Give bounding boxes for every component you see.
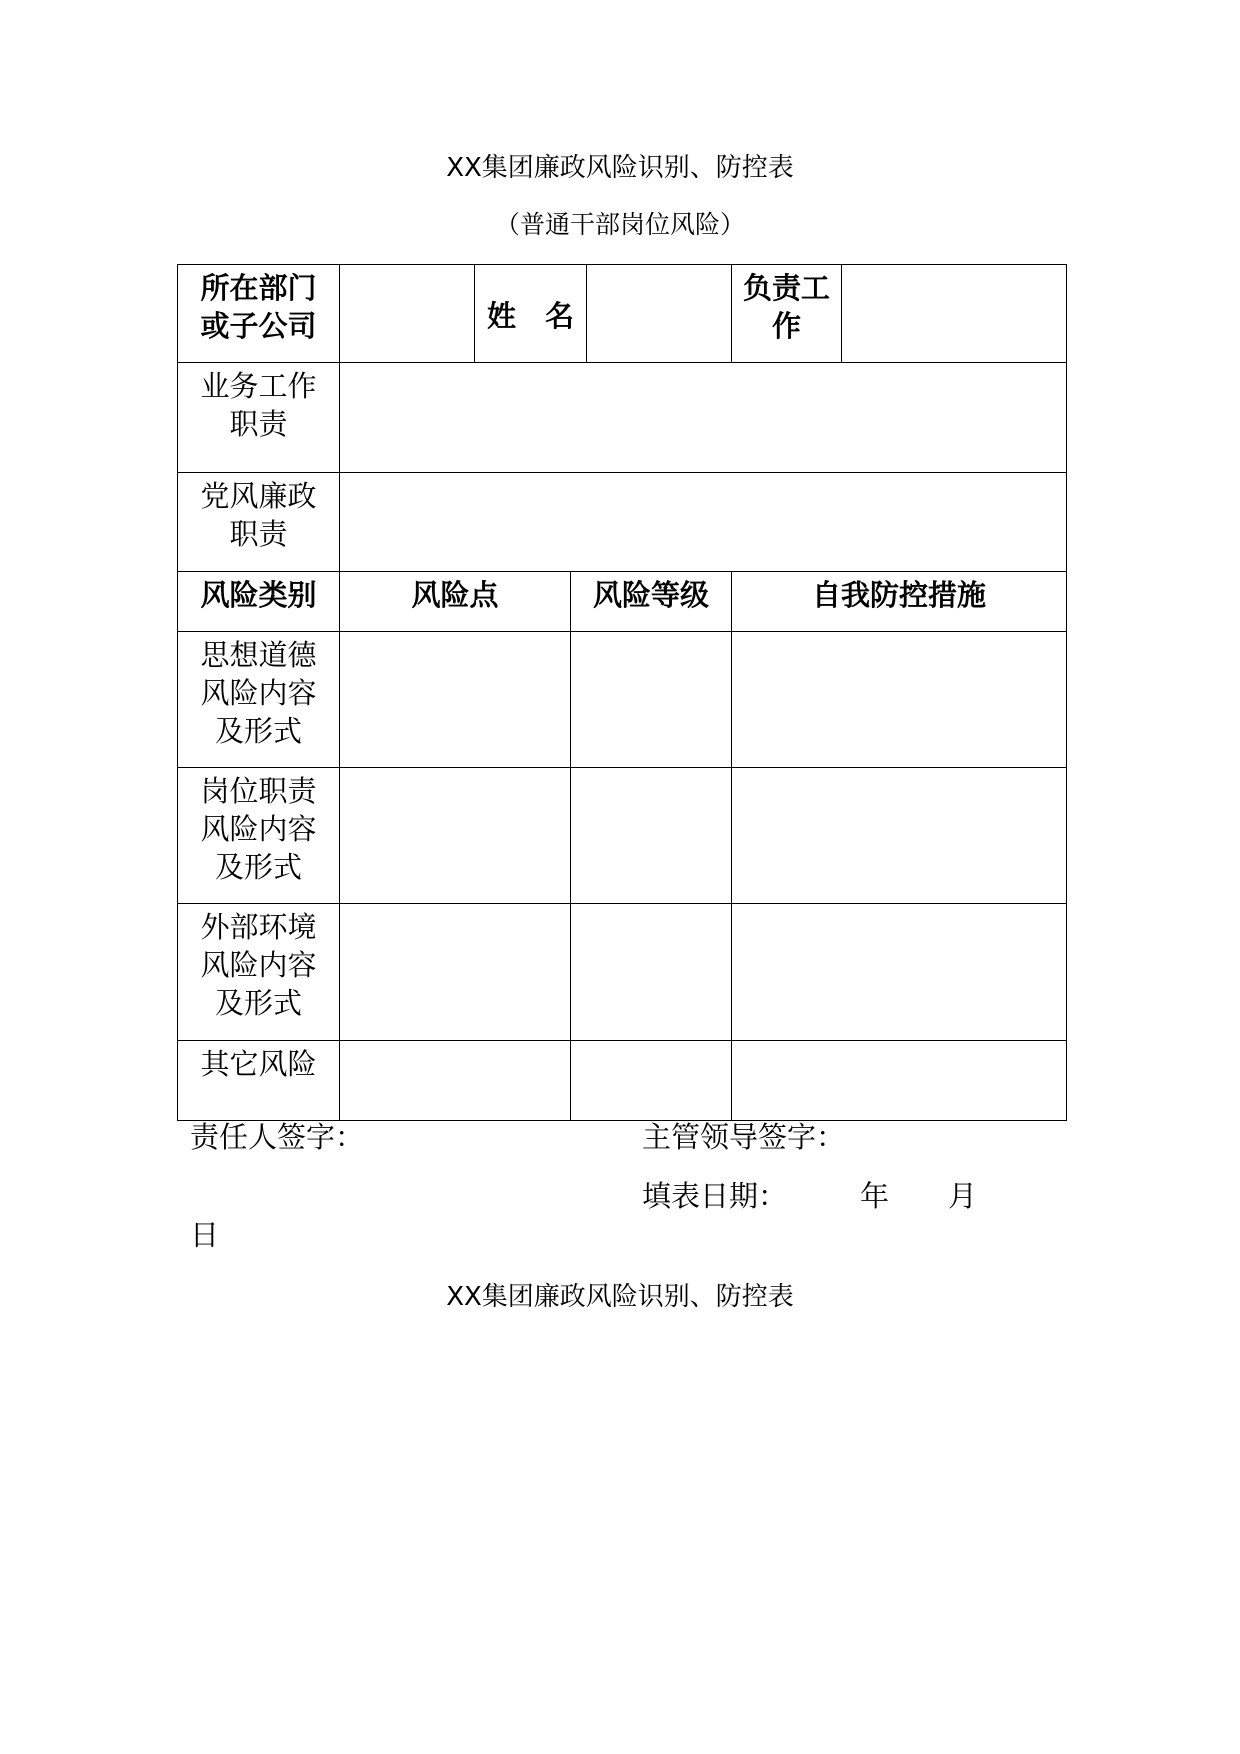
risk-measures-cell[interactable] <box>732 768 1067 904</box>
month-label: 月 <box>948 1179 978 1213</box>
risk-point-cell[interactable] <box>340 904 571 1041</box>
risk-measures-cell[interactable] <box>732 904 1067 1041</box>
dept-label: 所在部门或子公司 <box>178 265 340 363</box>
work-label: 负责工作 <box>732 265 842 363</box>
risk-category-label: 岗位职责风险内容及形式 <box>178 768 340 904</box>
party-duty-label: 党风廉政职责 <box>178 473 340 572</box>
risk-point-cell[interactable] <box>340 768 571 904</box>
risk-level-cell[interactable] <box>571 768 732 904</box>
footer-title: XX集团廉政风险识别、防控表 <box>446 1282 794 1312</box>
form-title: XX集团廉政风险识别、防控表 <box>446 153 794 183</box>
risk-level-cell[interactable] <box>571 1041 732 1121</box>
party-duty-value[interactable] <box>340 473 1067 572</box>
col-category-header: 风险类别 <box>178 572 340 632</box>
leader-signature-label: 主管领导签字： <box>642 1120 846 1154</box>
table-row <box>178 904 1067 1041</box>
risk-point-cell[interactable] <box>340 1041 571 1121</box>
business-duty-label: 业务工作职责 <box>178 363 340 473</box>
risk-measures-cell[interactable] <box>732 632 1067 768</box>
col-measures-header: 自我防控措施 <box>732 572 1067 632</box>
fill-date-label: 填表日期： <box>642 1179 788 1213</box>
table-row <box>178 632 1067 768</box>
work-value[interactable] <box>842 265 1067 363</box>
dept-value[interactable] <box>340 265 475 363</box>
risk-point-cell[interactable] <box>340 632 571 768</box>
risk-category-label: 外部环境风险内容及形式 <box>178 904 340 1041</box>
col-level-header: 风险等级 <box>571 572 732 632</box>
responsible-signature-label: 责任人签字： <box>190 1120 365 1154</box>
risk-category-label: 思想道德风险内容及形式 <box>178 632 340 768</box>
risk-form-table <box>177 264 1067 1121</box>
risk-category-label: 其它风险 <box>178 1041 340 1121</box>
business-duty-value[interactable] <box>340 363 1067 473</box>
risk-level-cell[interactable] <box>571 904 732 1041</box>
table-row <box>178 1041 1067 1121</box>
form-subtitle: （普通干部岗位风险） <box>494 210 745 239</box>
risk-measures-cell[interactable] <box>732 1041 1067 1121</box>
col-point-header: 风险点 <box>340 572 571 632</box>
name-label-text: 姓 名 <box>487 298 575 333</box>
year-label: 年 <box>860 1179 890 1213</box>
table-row <box>178 768 1067 904</box>
day-label: 日 <box>190 1218 220 1252</box>
name-value[interactable] <box>587 265 732 363</box>
name-label <box>475 265 587 363</box>
risk-level-cell[interactable] <box>571 632 732 768</box>
